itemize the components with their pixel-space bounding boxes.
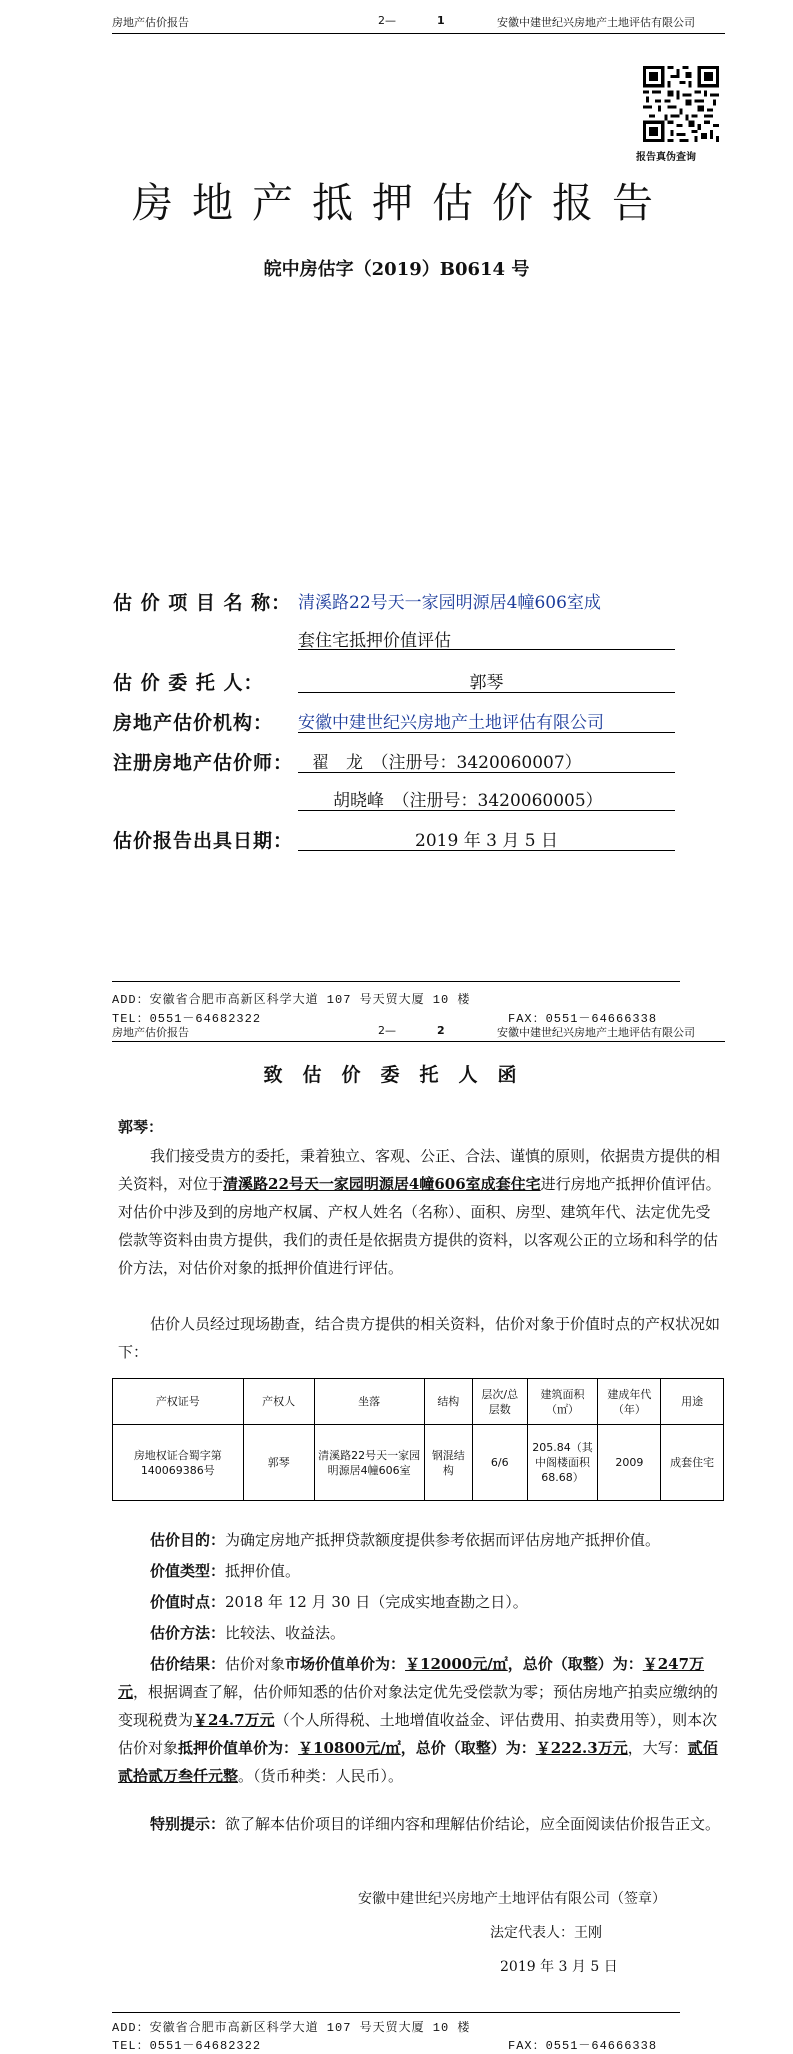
result-text: ，总价（取整）为： [507,1655,643,1673]
result-paragraph [118,1650,724,1790]
client-label: 估 价 委 托 人： [113,672,264,694]
legal-representative: 法定代表人：王刚 [490,1925,602,1941]
table-cell: 清溪路22号天一家园明源居4幢606室 [314,1425,424,1501]
header-right: 安徽中建世纪兴房地产土地评估有限公司 [497,1026,695,1039]
purpose-line [118,1526,724,1554]
result-text: ，大写： [627,1739,688,1757]
special-tip [118,1810,724,1838]
table-header-cell: 用途 [661,1379,724,1425]
letter-title: 致估价委托人函 [263,1064,537,1086]
footer-fax: FAX：0551－64666338 [508,1012,658,1026]
table-cell: 2009 [598,1425,661,1501]
header-left: 房地产估价报告 [112,16,189,29]
value-type-label: 价值类型： [150,1562,226,1580]
method-value: 比较法、收益法。 [225,1624,346,1642]
table-row [113,1425,724,1501]
market-total-price: ￥247万元 [118,1655,705,1701]
table-header-cell: 结构 [424,1379,472,1425]
report-date-value: 2019 年 3 月 5 日 [415,831,558,851]
table-cell: 钢混结构 [424,1425,472,1501]
special-tip-value: 欲了解本估价项目的详细内容和理解估价结论，应全面阅读估价报告正文。 [225,1815,721,1833]
table-header-cell: 产权人 [243,1379,314,1425]
result-text: 估价对象 [225,1655,286,1673]
method-line [118,1619,724,1647]
appraiser-label: 注册房地产估价师： [113,752,294,774]
table-cell: 房地权证合蜀字第140069386号 [113,1425,244,1501]
value-time-value: 2018 年 12 月 30 日（完成实地查勘之日）。 [225,1593,528,1611]
table-cell: 郭琴 [243,1425,314,1501]
purpose-label: 估价目的： [150,1531,226,1549]
mortgage-total-price: ￥222.3万元 [535,1739,628,1757]
underline [298,772,675,773]
paragraph-1 [118,1142,724,1282]
table-header-cell: 坐落 [314,1379,424,1425]
header-page-number: 2 [437,1024,445,1037]
client-value: 郭琴 [469,673,504,693]
header-right: 安徽中建世纪兴房地产土地评估有限公司 [497,16,695,29]
property-table [112,1378,724,1501]
result-text: ，根据调查了解，估价师知悉的估价对象法定优先受偿款为零；预估房地产拍卖应缴纳的变现税费为 [118,1683,719,1729]
market-unit-price: ￥12000元/㎡ [405,1655,508,1673]
underline [298,732,675,733]
footer-rule [112,2012,680,2013]
project-name-value: 清溪路22号天一家园明源居4幢606室成 [298,593,601,613]
footer-address: ADD：安徽省合肥市高新区科学大道 107 号天贸大厦 10 楼 [112,993,471,1007]
table-header-cell: 层次/总层数 [472,1379,527,1425]
footer-rule [112,981,680,982]
qr-code-icon [643,66,719,142]
amount-in-words: 贰佰贰拾贰万叁仟元整 [118,1739,718,1785]
project-name-label: 估 价 项 目 名 称： [113,592,292,614]
header-rule [112,33,725,34]
footer-tel: TEL：0551－64682322 [112,1012,262,1026]
header-rule [112,1041,725,1042]
agency-label: 房地产估价机构： [113,712,274,734]
table-cell: 205.84（其中阁楼面积68.68） [527,1425,598,1501]
footer-tel: TEL：0551－64682322 [112,2039,262,2053]
underline [298,692,675,693]
appraiser-2: 胡晓峰 （注册号：3420060005） [333,791,603,811]
method-label: 估价方法： [150,1624,226,1642]
tax-amount: ￥24.7万元 [193,1711,275,1729]
header-center: 2— [378,14,396,27]
table-header-cell: 建成年代（年） [598,1379,661,1425]
salutation: 郭琴： [118,1118,164,1136]
value-type-value: 抵押价值。 [225,1562,301,1580]
qr-caption: 报告真伪查询 [636,152,696,163]
underline [298,649,675,650]
property-address: 清溪路22号天一家园明源居4幢606室成套住宅 [223,1175,541,1193]
table-cell: 成套住宅 [661,1425,724,1501]
special-tip-label: 特别提示： [150,1815,226,1833]
value-time-line [118,1588,724,1616]
header-left: 房地产估价报告 [112,1026,189,1039]
purpose-value: 为确定房地产抵押贷款额度提供参考依据而评估房地产抵押价值。 [225,1531,661,1549]
report-date-label: 估价报告出具日期： [113,830,294,852]
result-text: ，总价（取整）为： [400,1739,536,1757]
mortgage-unit-price: ￥10800元/㎡ [298,1739,401,1757]
document-number: 皖中房估字（2019）B0614 号 [263,259,530,280]
result-label: 估价结果： [150,1655,226,1673]
paragraph-1-text: 我们接受贵方的委托，秉着独立、客观、公正、合法、谨慎的原则，依据贵方提供的相关资料，对位于 [118,1147,721,1193]
table-header-cell: 建筑面积（㎡） [527,1379,598,1425]
signature-company: 安徽中建世纪兴房地产土地评估有限公司（签章） [358,1891,666,1907]
footer-address: ADD：安徽省合肥市高新区科学大道 107 号天贸大厦 10 楼 [112,2021,471,2035]
appraiser-1: 翟 龙 （注册号：3420060007） [312,753,582,773]
project-name-value-cont: 套住宅抵押价值评估 [298,631,451,651]
result-text: 。（货币种类：人民币）。 [238,1767,404,1785]
signature-date: 2019 年 3 月 5 日 [500,1959,618,1975]
table-header-cell: 产权证号 [113,1379,244,1425]
underline [298,810,675,811]
paragraph-2: 估价人员经过现场勘查，结合贵方提供的相关资料，估价对象于价值时点的产权状况如下： [118,1315,721,1361]
agency-value: 安徽中建世纪兴房地产土地评估有限公司 [298,713,604,733]
header-center: 2— [378,1024,396,1037]
footer-fax: FAX：0551－64666338 [508,2039,658,2053]
value-time-label: 价值时点： [150,1593,226,1611]
value-type-line [118,1557,724,1585]
header-page-number: 1 [437,14,445,27]
underline [298,850,675,851]
result-text: （个人所得税、土地增值收益金、评估费用、拍卖费用等），则本次估价对象 [118,1711,718,1757]
table-cell: 6/6 [472,1425,527,1501]
paragraph-1-text-cont: 进行房地产抵押价值评估。对估价中涉及到的房地产权属、产权人姓名（名称）、面积、房型、建筑年代、法定优先受偿款等资料由贵方提供，我们的责任是依据贵方提供的资料，以客观公正的立场和科学的估价方法，对估价对象的抵押价值进行评估。 [118,1175,721,1277]
table-header-row [113,1379,724,1425]
result-text: 市场价值单价为： [285,1655,406,1673]
result-text: 抵押价值单价为： [178,1739,299,1757]
report-title: 房地产抵押估价报告 [132,179,672,227]
